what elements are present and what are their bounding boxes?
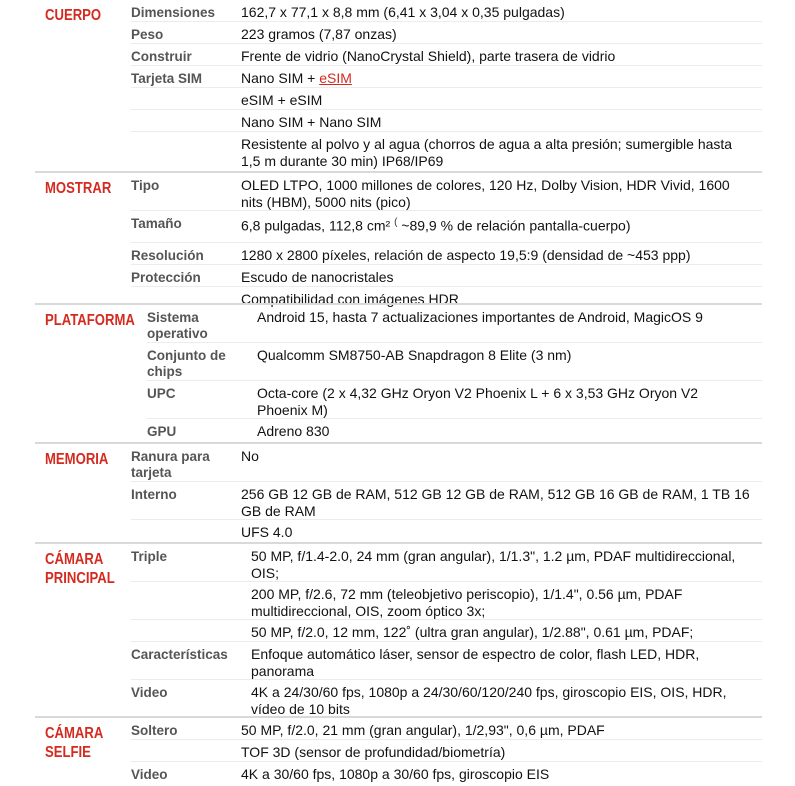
spec-label — [131, 520, 241, 542]
spec-value — [241, 66, 762, 87]
spec-row — [131, 132, 762, 173]
section-main-camera — [35, 542, 762, 716]
spec-label: Peso — [131, 27, 164, 42]
spec-value: 50 MP, f/2.0, 12 mm, 122˚ (ultra gran angular), 1/2.88", 0.61 µm, PDAF; — [251, 624, 694, 640]
spec-row — [131, 0, 762, 22]
spec-row — [147, 419, 762, 443]
spec-label: GPU — [147, 424, 177, 439]
spec-value: Enfoque automático láser, sensor de espectro de color, flash LED, HDR, panorama — [251, 646, 700, 679]
spec-label: Protección — [131, 270, 201, 285]
spec-label: Tarjeta SIM — [131, 71, 203, 86]
spec-row — [131, 642, 762, 680]
section-selfie-camera — [35, 716, 762, 786]
section-title-selfie-camera: CÁMARA SELFIE — [45, 725, 104, 761]
spec-row — [131, 544, 762, 582]
spec-row — [131, 265, 762, 287]
spec-label: UPC — [147, 386, 176, 401]
spec-label: Video — [131, 767, 168, 782]
spec-label: Conjunto de chips — [147, 348, 226, 379]
spec-label — [131, 582, 251, 619]
spec-value: UFS 4.0 — [241, 524, 293, 540]
spec-row — [147, 381, 762, 419]
size-ratio-icon: ( — [394, 217, 398, 228]
spec-row — [131, 211, 762, 243]
sim-text: Nano SIM + — [241, 70, 320, 86]
spec-label: Tipo — [131, 178, 160, 193]
spec-value: Frente de vidrio (NanoCrystal Shield), parte trasera de vidrio — [241, 48, 616, 64]
spec-row — [131, 718, 762, 740]
spec-value: 162,7 x 77,1 x 8,8 mm (6,41 x 3,04 x 0,35 pulgadas) — [241, 4, 565, 20]
section-display — [35, 171, 762, 307]
spec-row — [131, 88, 762, 110]
spec-row — [147, 343, 762, 381]
spec-value: Resistente al polvo y al agua (chorros de agua a alta presión; sumergible hasta 1,5 m durante 30 min) IP68/IP69 — [241, 136, 733, 169]
section-title-memory: MEMORIA — [45, 451, 109, 468]
spec-row — [131, 680, 762, 717]
spec-row — [131, 22, 762, 44]
spec-value: 4K a 30/60 fps, 1080p a 30/60 fps, giroscopio EIS — [241, 766, 550, 782]
section-body — [35, 0, 762, 171]
spec-label: Construir — [131, 49, 192, 64]
spec-label: Interno — [131, 487, 177, 502]
section-title-main-camera: CÁMARA PRINCIPAL — [45, 551, 115, 587]
spec-row — [131, 243, 762, 265]
spec-row — [131, 582, 762, 620]
spec-row — [131, 482, 762, 520]
esim-link[interactable]: eSIM — [319, 70, 352, 86]
spec-label: Ranura para tarjeta — [131, 449, 210, 480]
spec-label — [131, 132, 241, 173]
spec-row — [131, 620, 762, 642]
spec-value: TOF 3D (sensor de profundidad/biometría) — [241, 744, 506, 760]
spec-label: Características — [131, 647, 228, 662]
spec-label: Triple — [131, 549, 168, 564]
spec-value: Nano SIM + Nano SIM — [241, 114, 382, 130]
spec-row — [131, 520, 762, 542]
size-ratio-text: ~89,9 % de relación pantalla-cuerpo) — [397, 217, 631, 234]
spec-value: 223 gramos (7,87 onzas) — [241, 26, 397, 42]
spec-value: Android 15, hasta 7 actualizaciones importantes de Android, MagicOS 9 — [257, 309, 703, 325]
section-platform — [35, 303, 762, 442]
spec-value: OLED LTPO, 1000 millones de colores, 120 Hz, Dolby Vision, HDR Vivid, 1600 nits (HBM), 5000 nits (pico) — [241, 177, 730, 210]
spec-row — [131, 762, 762, 783]
spec-value: 50 MP, f/2.0, 21 mm (gran angular), 1/2,93", 0,6 µm, PDAF — [241, 722, 605, 738]
spec-table — [35, 0, 762, 786]
spec-label: Soltero — [131, 723, 178, 738]
spec-row — [147, 305, 762, 343]
spec-row — [131, 44, 762, 66]
section-title-display: MOSTRAR — [45, 180, 112, 197]
spec-value: Compatibilidad con imágenes HDR — [241, 291, 459, 307]
spec-value: Adreno 830 — [257, 423, 330, 439]
spec-row — [131, 173, 762, 211]
spec-row — [131, 740, 762, 762]
spec-value: No — [241, 448, 259, 464]
spec-label: Resolución — [131, 248, 204, 263]
spec-row — [131, 110, 762, 132]
spec-label — [131, 88, 241, 109]
spec-value: Qualcomm SM8750-AB Snapdragon 8 Elite (3 nm) — [257, 347, 572, 363]
spec-value: 4K a 24/30/60 fps, 1080p a 24/30/60/120/240 fps, giroscopio EIS, OIS, HDR, vídeo de 10 bits — [251, 684, 727, 717]
section-title-platform: PLATAFORMA — [45, 312, 135, 329]
size-text: 6,8 pulgadas, 112,8 cm² — [241, 217, 391, 234]
spec-value: Octa-core (2 x 4,32 GHz Oryon V2 Phoenix L + 6 x 3,53 GHz Oryon V2 Phoenix M) — [257, 385, 699, 418]
spec-label — [131, 110, 241, 131]
section-memory — [35, 442, 762, 542]
spec-row — [131, 444, 762, 482]
spec-label: Tamaño — [131, 216, 182, 231]
spec-value — [241, 211, 762, 242]
spec-label: Video — [131, 685, 168, 700]
spec-value: 200 MP, f/2.6, 72 mm (teleobjetivo periscopio), 1/1.4", 0.56 µm, PDAF multidireccional, OIS, zoom óptico 3x; — [251, 586, 683, 619]
section-title-body: CUERPO — [45, 7, 102, 24]
spec-value: 256 GB 12 GB de RAM, 512 GB 12 GB de RAM, 512 GB 16 GB de RAM, 1 TB 16 GB de RAM — [241, 486, 750, 519]
spec-label: Sistema operativo — [147, 310, 208, 341]
spec-row — [131, 66, 762, 88]
spec-value: 1280 x 2800 píxeles, relación de aspecto 19,5:9 (densidad de ~453 ppp) — [241, 247, 691, 263]
spec-label — [131, 740, 241, 761]
spec-label — [131, 620, 251, 641]
spec-label: Dimensiones — [131, 5, 216, 20]
spec-value: 50 MP, f/1.4-2.0, 24 mm (gran angular), 1/1.3", 1.2 µm, PDAF multidireccional, OIS; — [251, 548, 736, 581]
spec-value: eSIM + eSIM — [241, 92, 323, 108]
spec-value: Escudo de nanocristales — [241, 269, 394, 285]
